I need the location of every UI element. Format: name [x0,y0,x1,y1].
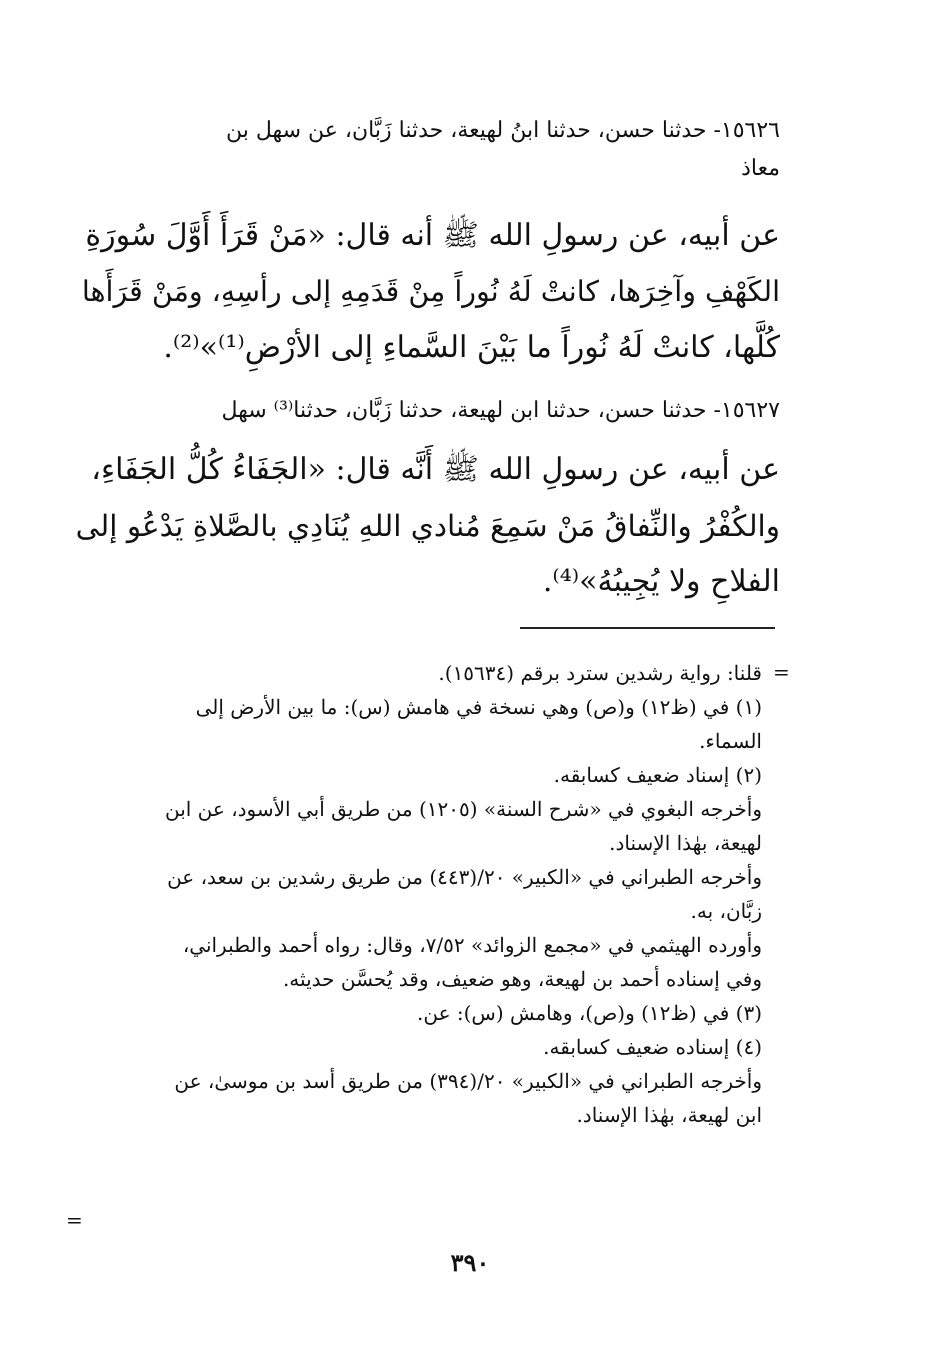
footnote-separator [520,627,775,629]
footnote-line: (٣) في (ظ١٢) و(ص)، وهامش (س): عن. [416,1001,762,1025]
hadith-15626-matn [72,208,780,376]
page-number: ٣٩٠ [450,1248,490,1277]
matn-line: والكُفْرُ والنِّفاقُ مَنْ سَمِعَ مُنادي اللهِ يُنَادِي بالصَّلاةِ يَدْعُو إلى [75,509,780,543]
matn-line: الفلاحِ ولا يُجِيبُهُ»⁽⁴⁾. [542,564,780,599]
footnote-line: ابن لهيعة، بهٰذا الإسناد. [576,1103,762,1127]
matn-line: الكَهْفِ وآخِرَها، كانتْ لَهُ نُوراً مِنْ قَدَمِهِ إلى رأسِهِ، ومَنْ قَرَأَها [81,275,780,308]
hadith-15627-matn [72,442,780,610]
footnote-line: وأورده الهيثمي في «مجمع الزوائد» ٧/٥٢، وقال: رواه أحمد والطبراني، [182,933,762,957]
end-marker: = [66,1208,83,1232]
footnote-line: وأخرجه الطبراني في «الكبير» ٢٠/(٣٩٤) من طريق أسد بن موسىٰ، عن [174,1069,762,1093]
footnote-line: وفي إسناده أحمد بن لهيعة، وهو ضعيف، وقد يُحسَّن حديثه. [282,967,762,991]
hadith-15626-isnad [72,112,780,188]
footnote-line: لهيعة، بهٰذا الإسناد. [609,831,762,855]
continuation-marker: = [773,660,790,684]
isnad-line: ١٥٦٢٦- حدثنا حسن، حدثنا ابنُ لهيعة، حدثنا زَبَّان، عن سهل بن [225,118,780,143]
isnad-line: ١٥٦٢٧- حدثنا حسن، حدثنا ابن لهيعة، حدثنا زَبَّان، حدثنا⁽³⁾ سهل [221,398,780,423]
footnote-line: (٢) إسناد ضعيف كسابقه. [553,763,762,787]
isnad-line: معاذ [741,156,780,181]
footnote-line: وأخرجه الطبراني في «الكبير» ٢٠/(٤٤٣) من طريق رشدين بن سعد، عن [167,865,762,889]
matn-line: عن أبيه، عن رسولِ الله ﷺ أنه قال: «مَنْ قَرَأَ أَوَّلَ سُورَةِ [85,218,780,253]
footnote-line: قلنا: رواية رشدين سترد برقم (١٥٦٣٤). [438,661,762,685]
matn-line: كُلَّها، كانتْ لَهُ نُوراً ما بَيْنَ السَّماءِ إلى الأرْضِ⁽¹⁾»⁽²⁾. [163,330,780,365]
footnote-line: (١) في (ظ١٢) و(ص) وهي نسخة في هامش (س): ما بين الأرض إلى [195,695,762,719]
footnote-line: وأخرجه البغوي في «شرح السنة» (١٢٠٥) من طريق أبي الأسود، عن ابن [164,797,762,821]
hadith-15627-isnad [72,392,780,430]
footnotes [72,656,762,1132]
matn-line: عن أبيه، عن رسولِ الله ﷺ أَنَّه قال: «الجَفَاءُ كُلُّ الجَفَاءِ، [91,452,780,487]
footnote-line: (٤) إسناده ضعيف كسابقه. [543,1035,762,1059]
footnote-line: السماء. [699,729,762,753]
footnote-line: زبَّان، به. [690,899,762,923]
